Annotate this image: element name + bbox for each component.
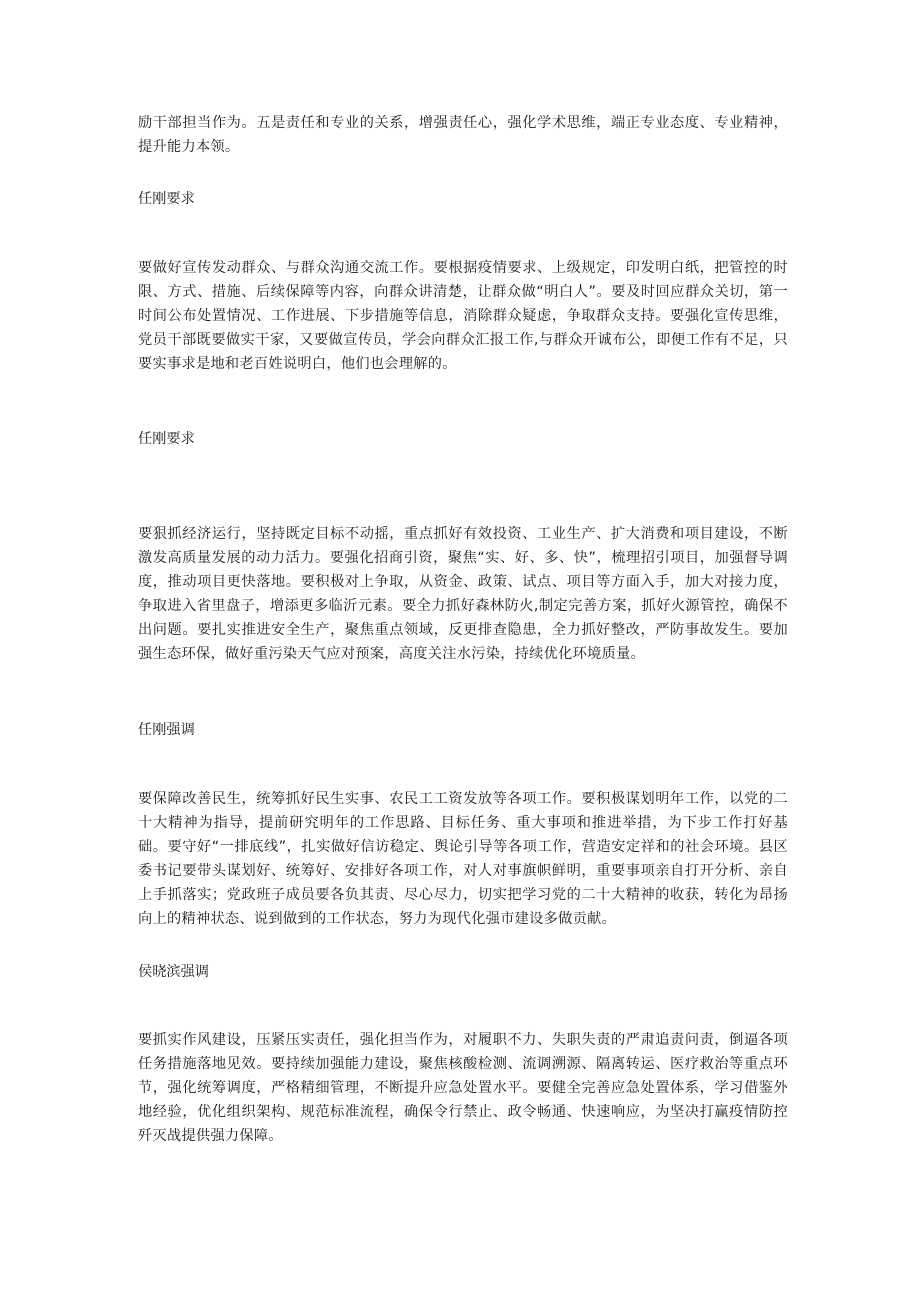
paragraph-livelihood: 要保障改善民生，统筹抓好民生实事、农民工工资发放等各项工作。要积极谋划明年工作，以党的二十大精神为指导，提前研究明年的工作思路、目标任务、重大事项和推进举措，为下步工作打好基础。要守好“一排底线”，扎实做好信访稳定、舆论引导等各项工作，营造安定祥和的社会环境。县区委书记要带头谋划好、统筹好、安排好各项工作，对人对事旗帜鲜明，重要事项亲自打开分析、亲自上手抓落实；党政班子成员要各负其责、尽心尽力，切实把学习党的二十大精神的收获，转化为昂扬向上的精神状态、说到做到的工作状态，努力为现代化强市建设多做贡献。 [138,791,788,927]
heading-hou-xiaobin-emphasis: 侯晓滨强调 [138,964,209,980]
paragraph-work-style: 要抓实作风建设，压紧压实责任，强化担当作为，对履职不力、失职失责的严肃追责问责，倒逼各项任务措施落地见效。要持续加强能力建设，聚焦核酸检测、流调溯源、隔离转运、医疗救治等重点环节，强化统筹调度，严格精细管理，不断提升应急处置水平。要健全完善应急处置体系，学习借鉴外地经验，优化组织架构、规范标准流程，确保令行禁止、政令畅通、快速响应，为坚决打赢疫情防控歼灭战提供强力保障。 [138,1032,788,1144]
paragraph-publicity: 要做好宣传发动群众、与群众沟通交流工作。要根据疫情要求、上级规定，印发明白纸，把管控的时限、方式、措施、后续保障等内容，向群众讲清楚，让群众做“明白人”。要及时回应群众关切，第一时间公布处置情况、工作进展、下步措施等信息，消除群众疑虑，争取群众支持。要强化宣传思维，党员干部既要做实干家，又要做宣传员，学会向群众汇报工作,与群众开诚布公，即便工作有不足，只要实事求是地和老百姓说明白，他们也会理解的。 [138,260,788,372]
heading-ren-gang-requirement-1: 任刚要求 [138,191,195,207]
paragraph-intro: 励干部担当作为。五是责任和专业的关系，增强责任心，强化学术思维，端正专业态度、专业精神，提升能力本领。 [138,115,788,155]
heading-ren-gang-requirement-2: 任刚要求 [138,431,195,447]
paragraph-economy: 要狠抓经济运行，坚持既定目标不动摇，重点抓好有效投资、工业生产、扩大消费和项目建设，不断激发高质量发展的动力活力。要强化招商引资，聚焦“实、好、多、快”，梳理招引项目，加强督导调度，推动项目更快落地。要积极对上争取，从资金、政策、试点、项目等方面入手，加大对接力度，争取进入省里盘子，增添更多临沂元素。要全力抓好森林防火,制定完善方案，抓好火源管控，确保不出问题。要扎实推进安全生产，聚焦重点领域，反更排查隐患，全力抓好整改，严防事故发生。要加强生态环保，做好重污染天气应对预案，高度关注水污染，持续优化环境质量。 [138,526,788,662]
heading-ren-gang-emphasis: 任刚强调 [138,722,195,738]
